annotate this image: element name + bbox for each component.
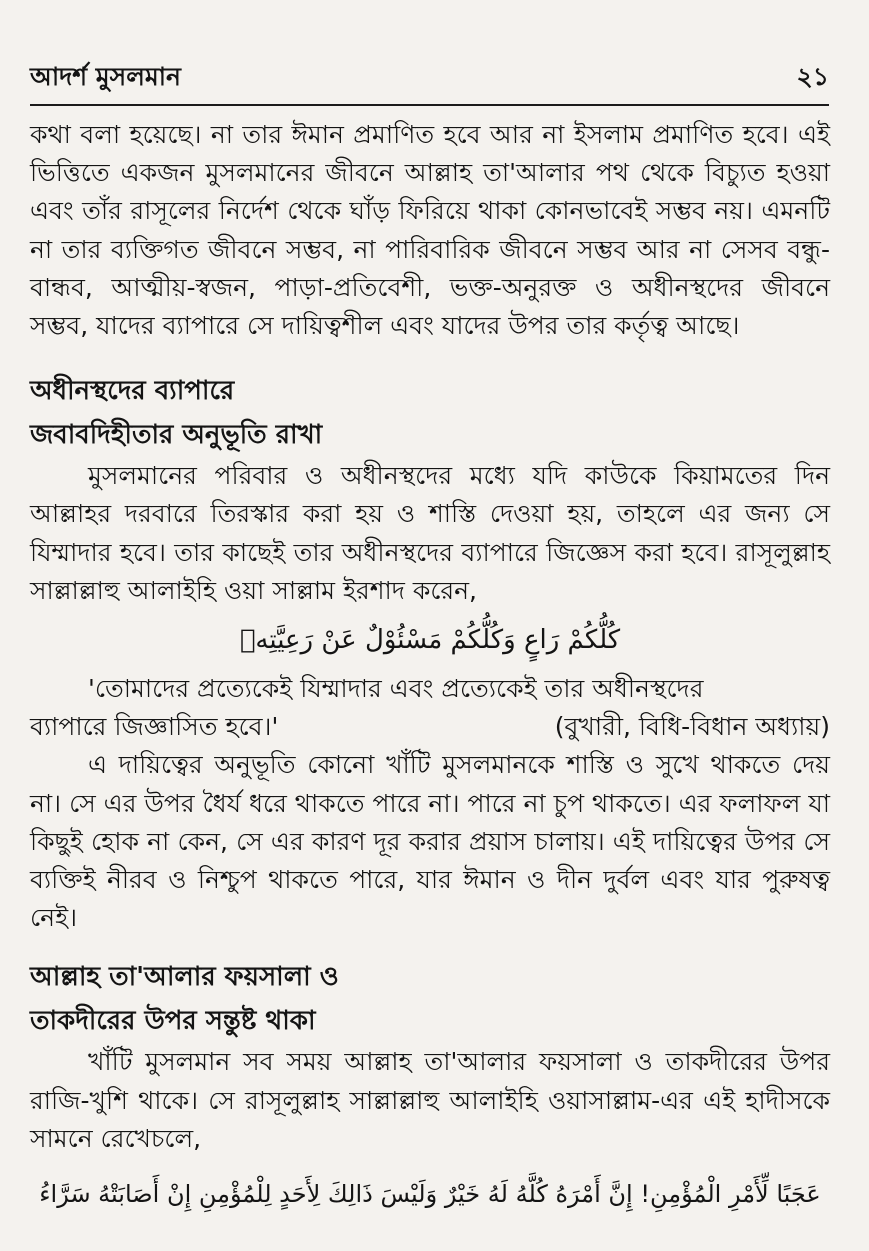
body-paragraph: খাঁটি মুসলমান সব সময় আল্লাহ তা'আলার ফয়সালা ও তাকদীরের উপর রাজি-খুশি থাকে। সে রাসূলুল্লাহ সাল্লাল্লাহু আলাইহি ওয়াসাল্লাম-এর এই হাদীসকে সামনে রেখেচলে, xyxy=(30,1047,830,1153)
section-contentment xyxy=(30,955,830,1216)
hadith-source: (বুখারী, বিধি-বিধান অধ্যায়) xyxy=(554,712,830,742)
hadith-translation: 'তোমাদের প্রত্যেকেই যিম্মাদার এবং প্রত্যেকেই তার অধীনস্থদের xyxy=(88,674,704,704)
section-heading: অধীনস্থদের ব্যাপারে xyxy=(30,376,235,407)
hadith-translation: ব্যাপারে জিজ্ঞাসিত হবে।' xyxy=(30,712,279,742)
page-body xyxy=(30,116,830,1224)
body-paragraph: মুসলমানের পরিবার ও অধীনস্থদের মধ্যে যদি কাউকে কিয়ামতের দিন আল্লাহর দরবারে তিরস্কার করা হয় ও শাস্তি দেওয়া হয়, তাহলে এর জন্য সে যিম্মাদার হবে। তার কাছেই তার অধীনস্থদের ব্যাপারে জিজ্ঞেস করা হবে। রাসূলুল্লাহ সাল্লাল্লাহু আলাইহি ওয়া সাল্লাম ইরশাদ করেন, xyxy=(30,461,830,605)
book-title: আদর্শ মুসলমান xyxy=(30,62,181,91)
page-number: ২১ xyxy=(796,62,829,91)
section-heading: তাকদীরের উপর সন্তুষ্ট থাকা xyxy=(30,1006,316,1037)
section-heading: আল্লাহ তা'আলার ফয়সালা ও xyxy=(30,962,339,993)
arabic-hadith: كُلُّكُمْ رَاعٍ وَكُلُّكُمْ مَسْئُوْلٌ عَنْ رَعِيَّتِهٖ xyxy=(239,625,621,656)
section-heading: জবাবদিহীতার অনুভূতি রাখা xyxy=(30,420,323,451)
body-paragraph: এ দায়িত্বের অনুভূতি কোনো খাঁটি মুসলমানকে শাস্তি ও সুখে থাকতে দেয় না। সে এর উপর ধৈর্য ধরে থাকতে পারে না। পারে না চুপ থাকতে। এর ফলাফল যা কিছুই হোক না কেন, সে এর কারণ দূর করার প্রয়াস চালায়। এই দায়িত্বের উপর সে ব্যক্তিই নীরব ও নিশ্চুপ থাকতে পারে, যার ঈমান ও দীন দুর্বল এবং যার পুরুষত্ব নেই। xyxy=(30,750,830,933)
arabic-hadith: عَجَبًا لِّأَمْرِ الْمُؤْمِنِ! إِنَّ أَمْرَهُ كُلَّهُ لَهُ خَيْرٌ وَلَيْسَ ذَالِكَ لِأَحَدٍ لِلْمُؤْمِنِ إِنْ أَصَابَتْهُ سَرَّاءُ xyxy=(39,1180,821,1209)
running-header xyxy=(30,62,829,106)
translation-with-source xyxy=(30,708,830,746)
intro-paragraph: কথা বলা হয়েছে। না তার ঈমান প্রমাণিত হবে আর না ইসলাম প্রমাণিত হবে। এই ভিত্তিতে একজন মুসলমানের জীবনে আল্লাহ তা'আলার পথ থেকে বিচ্যুত হওয়া এবং তাঁর রাসূলের নির্দেশ থেকে ঘাঁড় ফিরিয়ে থাকা কোনভাবেই সম্ভব নয়। এমনটি না তার ব্যক্তিগত জীবনে সম্ভব, না পারিবারিক জীবনে সম্ভব আর না সেসব বন্ধু-বান্ধব, আত্মীয়-স্বজন, পাড়া-প্রতিবেশী, ভক্ত-অনুরক্ত ও অধীনস্থদের জীবনে সম্ভব, যাদের ব্যাপারে সে দায়িত্বশীল এবং যাদের উপর তার কর্তৃত্ব আছে। xyxy=(30,120,830,341)
section-accountability xyxy=(30,369,830,937)
